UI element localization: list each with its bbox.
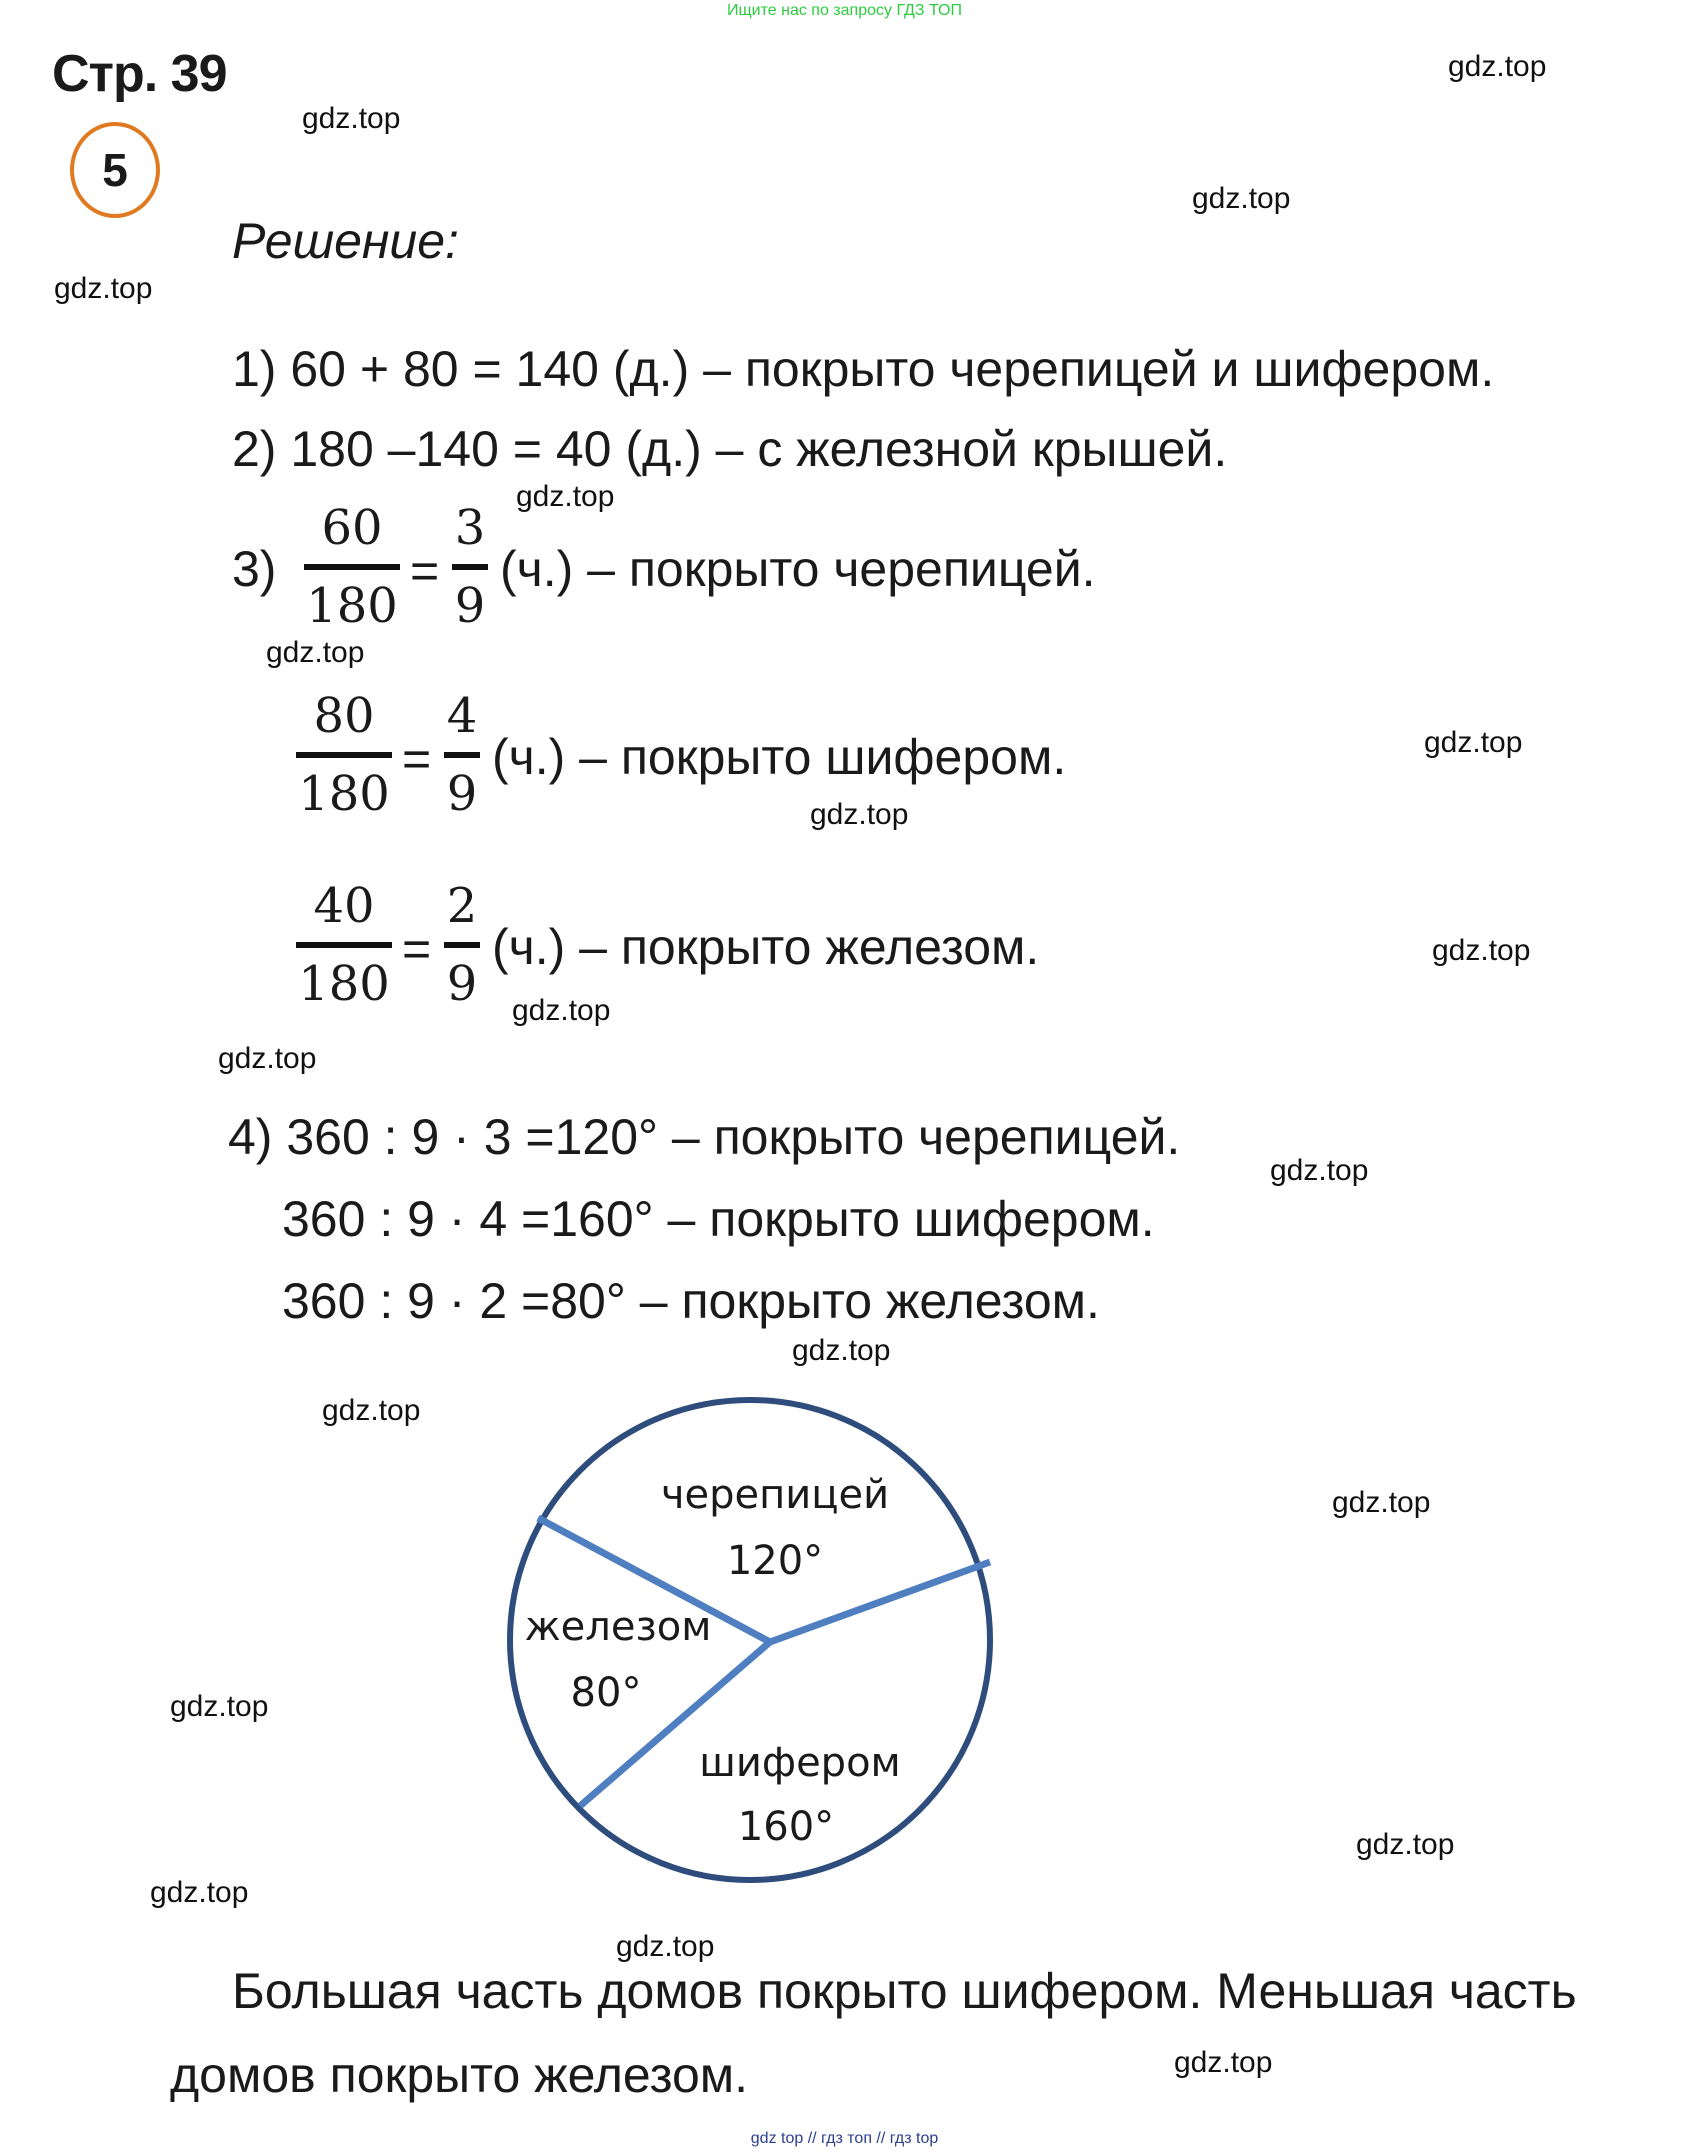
fraction-numerator: 2 xyxy=(446,878,478,934)
watermark: gdz.top xyxy=(512,994,611,1027)
pie-chart xyxy=(490,1380,1030,1900)
fraction-bar xyxy=(444,752,480,758)
watermark: gdz.top xyxy=(1448,50,1547,83)
page-title: Стр. 39 xyxy=(52,45,227,103)
task-number-badge xyxy=(70,122,160,218)
fraction-60-180 xyxy=(304,500,400,634)
watermark: gdz.top xyxy=(1332,1486,1431,1519)
fraction-numerator: 60 xyxy=(321,500,383,556)
footer: gdz top // гдз топ // гдз top xyxy=(750,2130,939,2147)
fraction-1-text: (ч.) – покрыто черепицей. xyxy=(500,541,1096,597)
watermark: gdz.top xyxy=(218,1042,317,1075)
watermark: gdz.top xyxy=(150,1876,249,1909)
fraction-2-text: (ч.) – покрыто шифером. xyxy=(492,729,1067,785)
fraction-denominator: 9 xyxy=(446,956,478,1012)
watermark: gdz.top xyxy=(810,798,909,831)
fraction-denominator: 9 xyxy=(446,766,478,822)
fraction-numerator: 3 xyxy=(454,500,486,556)
watermark: gdz.top xyxy=(1174,2046,1273,2079)
watermark: gdz.top xyxy=(616,1930,715,1963)
fraction-denominator: 180 xyxy=(298,766,390,822)
watermark: gdz.top xyxy=(322,1394,421,1427)
step-4c: 360 : 9 · 2 =80° – покрыто железом. xyxy=(282,1273,1100,1329)
equals-sign: = xyxy=(402,731,432,787)
fraction-40-180 xyxy=(296,878,392,1012)
slice-label-cherepitsa: черепицей xyxy=(660,1472,890,1518)
equals-sign: = xyxy=(410,543,440,599)
watermark: gdz.top xyxy=(1424,726,1523,759)
step-3-prefix: 3) xyxy=(232,541,277,597)
fraction-3-9 xyxy=(452,500,488,634)
fraction-bar xyxy=(452,564,488,570)
watermark: gdz.top xyxy=(792,1334,891,1367)
watermark: gdz.top xyxy=(1356,1828,1455,1861)
fraction-numerator: 4 xyxy=(446,688,478,744)
watermark: gdz.top xyxy=(1432,934,1531,967)
top-banner: Ищите нас по запросу ГДЗ ТОП xyxy=(727,2,962,19)
watermark: gdz.top xyxy=(54,272,153,305)
slice-value-shifer: 160° xyxy=(737,1804,835,1850)
step-2: 2) 180 –140 = 40 (д.) – с железной крышей. xyxy=(232,421,1228,477)
slice-label-zhelezo: железом xyxy=(524,1604,712,1650)
fraction-denominator: 180 xyxy=(306,578,398,634)
watermark: gdz.top xyxy=(1192,182,1291,215)
slice-label-shifer: шифером xyxy=(699,1740,901,1786)
fraction-80-180 xyxy=(296,688,392,822)
step-1: 1) 60 + 80 = 140 (д.) – покрыто черепицей и шифером. xyxy=(232,341,1495,397)
watermark: gdz.top xyxy=(516,480,615,513)
watermark: gdz.top xyxy=(302,102,401,135)
watermark: gdz.top xyxy=(1270,1154,1369,1187)
fraction-bar xyxy=(296,752,392,758)
fraction-denominator: 180 xyxy=(298,956,390,1012)
conclusion-line-2: домов покрыто железом. xyxy=(170,2047,749,2103)
step-4a: 4) 360 : 9 · 3 =120° – покрыто черепицей. xyxy=(228,1109,1181,1165)
fraction-2-9 xyxy=(444,878,480,1012)
fraction-bar xyxy=(304,564,400,570)
slice-value-cherepitsa: 120° xyxy=(726,1538,824,1584)
fraction-4-9 xyxy=(444,688,480,822)
fraction-numerator: 40 xyxy=(313,878,375,934)
fraction-bar xyxy=(296,942,392,948)
fraction-denominator: 9 xyxy=(454,578,486,634)
conclusion-line-1: Большая часть домов покрыто шифером. Меньшая часть xyxy=(232,1963,1577,2019)
slice-value-zhelezo: 80° xyxy=(570,1670,642,1716)
fraction-bar xyxy=(444,942,480,948)
fraction-numerator: 80 xyxy=(313,688,375,744)
fraction-3-text: (ч.) – покрыто железом. xyxy=(492,919,1040,975)
watermark: gdz.top xyxy=(170,1690,269,1723)
task-number: 5 xyxy=(102,144,128,196)
watermark: gdz.top xyxy=(266,636,365,669)
solution-heading: Решение: xyxy=(232,213,459,269)
equals-sign: = xyxy=(402,921,432,977)
step-4b: 360 : 9 · 4 =160° – покрыто шифером. xyxy=(282,1191,1155,1247)
